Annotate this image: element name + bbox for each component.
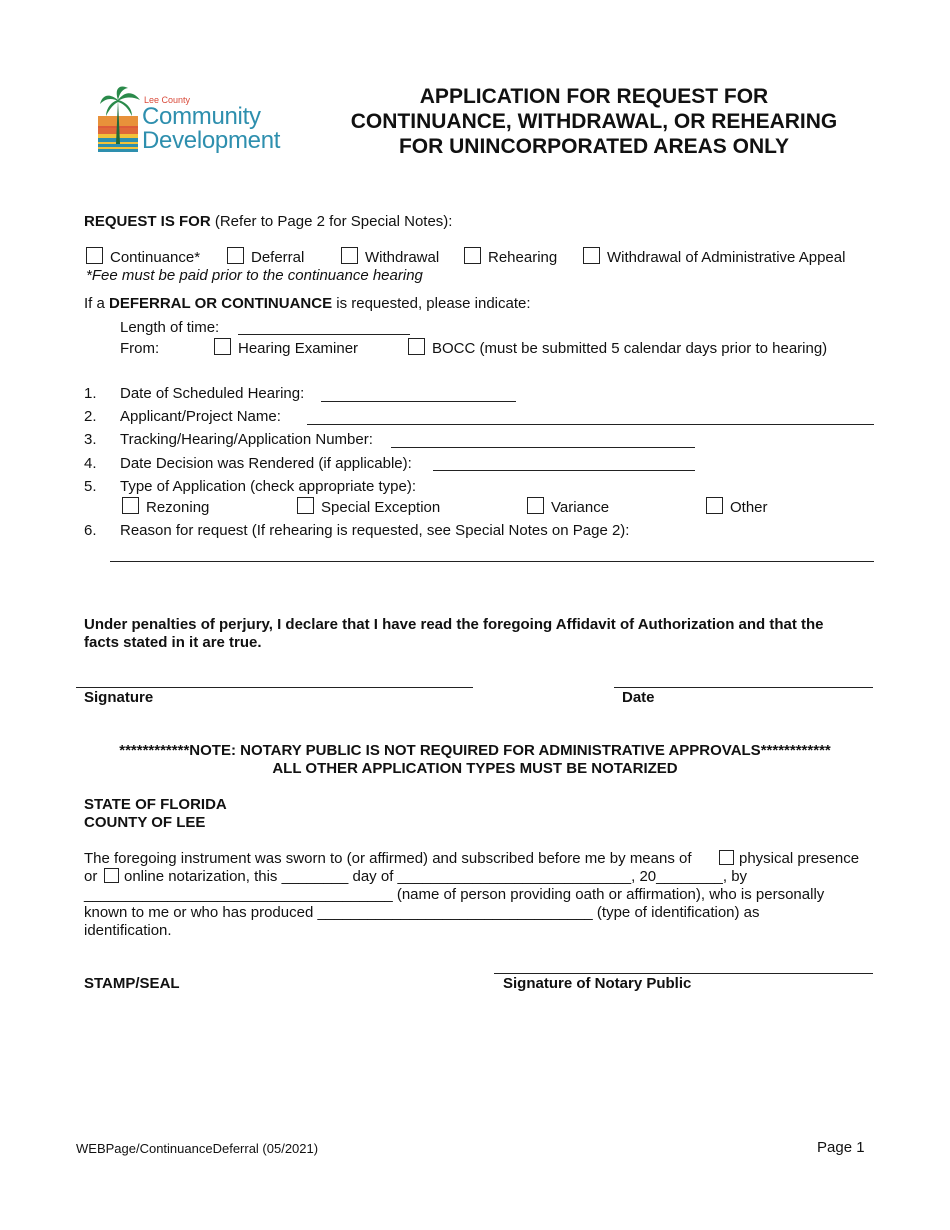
variance-checkbox[interactable]: [527, 497, 544, 514]
item-5-num: 5.: [84, 478, 97, 495]
physical-presence-checkbox[interactable]: [719, 850, 734, 865]
state-label: STATE OF FLORIDA: [84, 796, 227, 813]
continuance-label: Continuance*: [110, 249, 201, 266]
item-1-num: 1.: [84, 385, 97, 402]
title-line1: APPLICATION FOR REQUEST FOR: [419, 85, 769, 108]
deferral-label: Deferral: [251, 249, 305, 266]
footer-form-id: WEBPage/ContinuanceDeferral (05/2021): [76, 1141, 319, 1156]
length-label: Length of time:: [120, 319, 220, 336]
stamp-seal-label: STAMP/SEAL: [84, 975, 180, 992]
item-4-label: Date Decision was Rendered (if applicable):: [120, 455, 412, 472]
deferral-prefix: If a: [84, 295, 110, 312]
request-heading: [84, 213, 452, 230]
item-6-num: 6.: [84, 522, 97, 539]
title-line2: CONTINUANCE, WITHDRAWAL, OR REHEARING: [350, 110, 838, 133]
withdrawal-admin-appeal-checkbox[interactable]: [583, 247, 600, 264]
notary-note-line1: ************NOTE: NOTARY PUBLIC IS NOT REQUIRED FOR ADMINISTRATIVE APPROVALS************: [119, 742, 831, 759]
item-1-label: Date of Scheduled Hearing:: [120, 385, 305, 402]
date-label: Date: [622, 689, 655, 706]
notary-signature-label: Signature of Notary Public: [503, 975, 692, 992]
bocc-label: BOCC (must be submitted 5 calendar days prior to hearing): [432, 340, 828, 357]
title-line3: FOR UNINCORPORATED AREAS ONLY: [398, 135, 790, 158]
hearing-date-field[interactable]: [321, 401, 516, 402]
logo-line2: Development: [142, 127, 281, 154]
logo-small-text: Lee County: [144, 95, 191, 105]
notary-text-line3: _____________________________________ (name of person providing oath or affirmation), who is personally: [84, 886, 825, 903]
online-notarization-checkbox[interactable]: [104, 868, 119, 883]
notary-text-line4: known to me or who has produced _________________________________ (type of identification) as: [84, 904, 760, 921]
special-exception-label: Special Exception: [321, 499, 441, 516]
notary-signature-field[interactable]: [494, 973, 873, 974]
signature-field[interactable]: [76, 687, 473, 688]
deferral-rest: is requested, please indicate:: [332, 295, 531, 312]
perjury-line1: Under penalties of perjury, I declare that I have read the foregoing Affidavit of Authorization and that the: [84, 616, 824, 633]
deferral-heading: [84, 295, 531, 312]
rezoning-checkbox[interactable]: [122, 497, 139, 514]
item-3-label: Tracking/Hearing/Application Number:: [120, 431, 373, 448]
notary-note-line2: ALL OTHER APPLICATION TYPES MUST BE NOTARIZED: [272, 760, 678, 777]
withdrawal-admin-appeal-label: Withdrawal of Administrative Appeal: [607, 249, 846, 266]
from-label: From:: [120, 340, 160, 357]
perjury-line2: facts stated in it are true.: [84, 634, 262, 651]
deferral-checkbox[interactable]: [227, 247, 244, 264]
item-5-label: Type of Application (check appropriate type):: [120, 478, 417, 495]
item-6-label: Reason for request (If rehearing is requested, see Special Notes on Page 2):: [120, 522, 630, 539]
rehearing-label: Rehearing: [488, 249, 558, 266]
other-checkbox[interactable]: [706, 497, 723, 514]
palm-tree-logo-icon: [98, 86, 142, 154]
special-exception-checkbox[interactable]: [297, 497, 314, 514]
logo-line1: Community: [142, 103, 261, 130]
form-title: [318, 84, 870, 159]
tracking-number-field[interactable]: [391, 447, 695, 448]
variance-label: Variance: [551, 499, 610, 516]
notary-text-line1b: physical presence: [739, 850, 860, 867]
notary-text-line2b: online notarization, this ________ day of ____________________________, 20________, by: [124, 868, 748, 885]
signature-label: Signature: [84, 689, 154, 706]
item-2-num: 2.: [84, 408, 97, 425]
length-field[interactable]: [238, 334, 410, 335]
rehearing-checkbox[interactable]: [464, 247, 481, 264]
notary-text-line5: identification.: [84, 922, 172, 939]
item-2-label: Applicant/Project Name:: [120, 408, 281, 425]
page-number: Page 1: [817, 1139, 865, 1156]
deferral-bold: DEFERRAL OR CONTINUANCE: [109, 295, 333, 312]
fee-note: *Fee must be paid prior to the continuance hearing: [86, 267, 423, 284]
bocc-checkbox[interactable]: [408, 338, 425, 355]
item-3-num: 3.: [84, 431, 97, 448]
request-heading-bold: REQUEST IS FOR: [84, 213, 211, 230]
withdrawal-label: Withdrawal: [365, 249, 440, 266]
request-heading-rest: (Refer to Page 2 for Special Notes):: [210, 213, 453, 230]
hearing-examiner-checkbox[interactable]: [214, 338, 231, 355]
continuance-checkbox[interactable]: [86, 247, 103, 264]
decision-date-field[interactable]: [433, 470, 695, 471]
logo: [98, 86, 298, 156]
other-label: Other: [730, 499, 768, 516]
item-4-num: 4.: [84, 455, 97, 472]
notary-text-line1a: The foregoing instrument was sworn to (or affirmed) and subscribed before me by means of: [84, 850, 692, 867]
notary-text-line2a: or: [84, 868, 98, 885]
withdrawal-checkbox[interactable]: [341, 247, 358, 264]
rezoning-label: Rezoning: [146, 499, 210, 516]
reason-field[interactable]: [110, 561, 874, 562]
hearing-examiner-label: Hearing Examiner: [238, 340, 359, 357]
applicant-name-field[interactable]: [307, 424, 874, 425]
county-label: COUNTY OF LEE: [84, 814, 206, 831]
date-field[interactable]: [614, 687, 873, 688]
